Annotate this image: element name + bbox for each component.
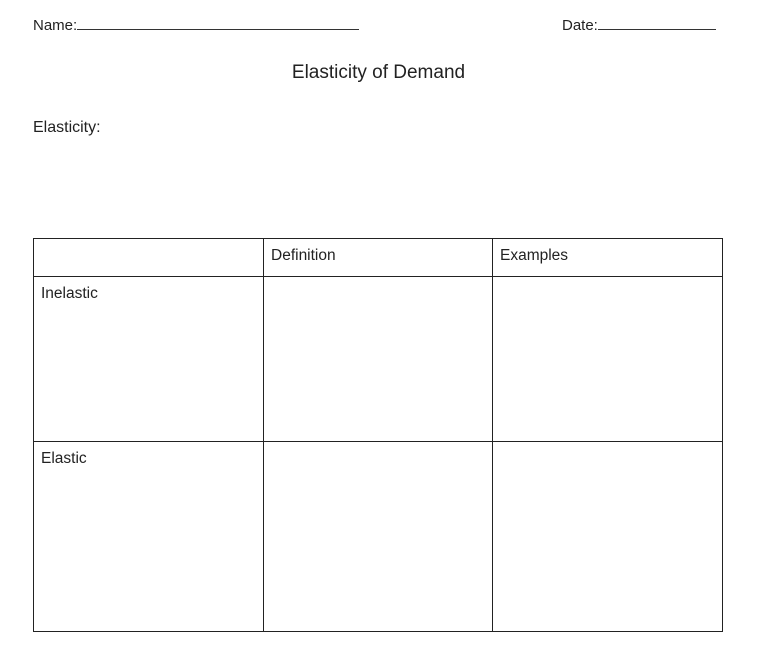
row-label-inelastic: Inelastic [34, 277, 264, 442]
header-cell-blank [34, 239, 264, 277]
elasticity-label: Elasticity: [33, 119, 101, 136]
elasticity-table [33, 238, 723, 632]
header-cell-definition: Definition [264, 239, 493, 277]
cell-elastic-examples[interactable] [493, 442, 723, 632]
date-label: Date: [562, 17, 598, 34]
row-label-elastic: Elastic [34, 442, 264, 632]
table-header-row [34, 239, 723, 277]
table-row-inelastic [34, 277, 723, 442]
cell-inelastic-definition[interactable] [264, 277, 493, 442]
name-label: Name: [33, 17, 78, 34]
cell-elastic-definition[interactable] [264, 442, 493, 632]
date-blank-line[interactable] [598, 29, 716, 30]
page-title: Elasticity of Demand [291, 62, 466, 83]
name-blank-line[interactable] [77, 29, 359, 30]
header-cell-examples: Examples [493, 239, 723, 277]
name-field[interactable] [33, 17, 359, 34]
date-field[interactable] [562, 17, 716, 34]
table-row-elastic [34, 442, 723, 632]
cell-inelastic-examples[interactable] [493, 277, 723, 442]
